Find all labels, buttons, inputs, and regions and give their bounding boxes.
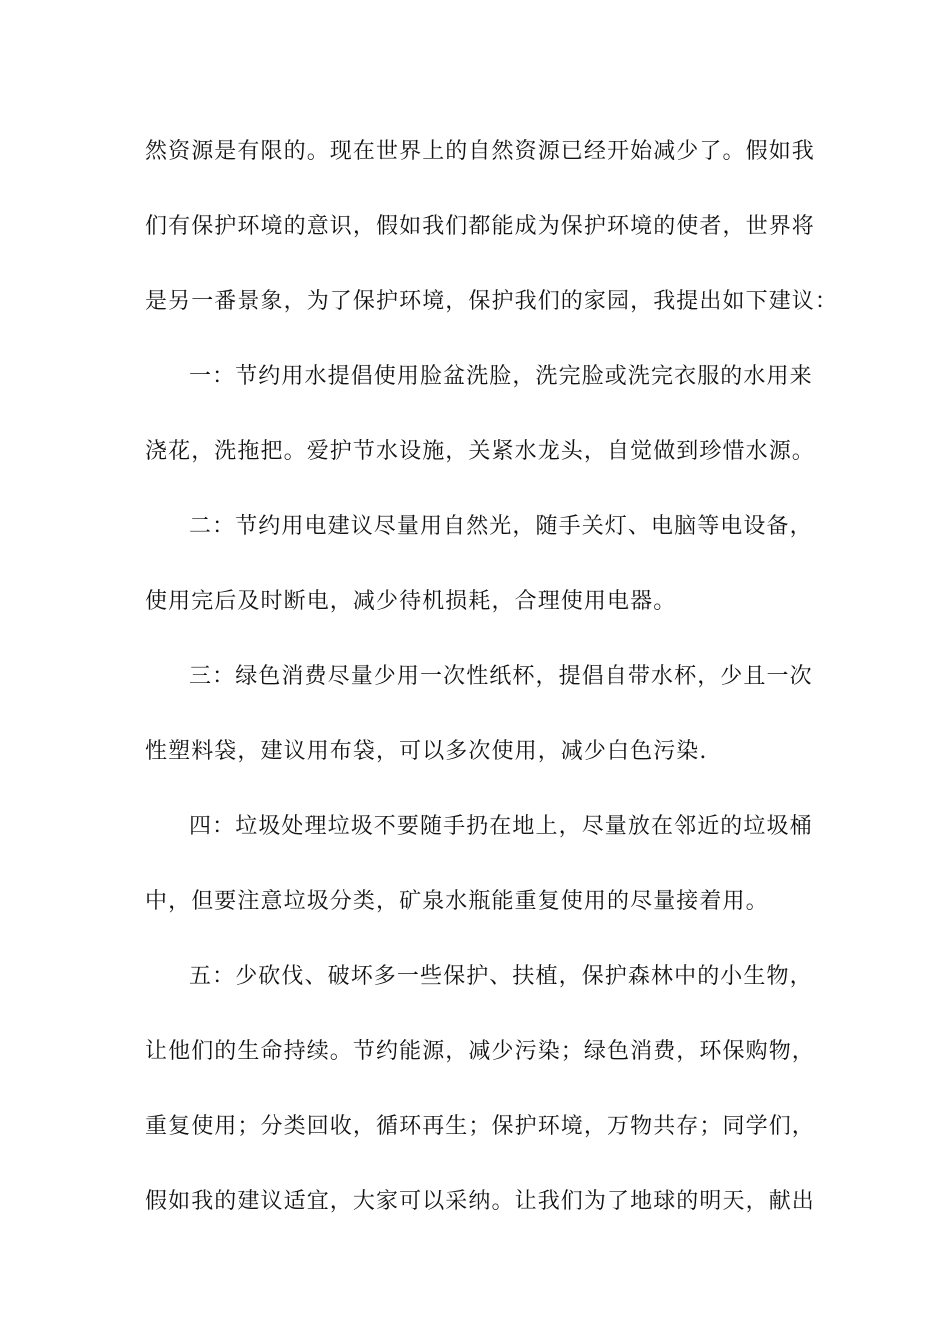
text-line: 使用完后及时断电，减少待机损耗，合理使用电器。 xyxy=(145,589,677,614)
paragraph-1-start: 一：节约用水提倡使用脸盆洗脸，洗完脸或洗完衣服的水用来 xyxy=(189,364,813,389)
text-line: 假如我的建议适宜，大家可以采纳。让我们为了地球的明天，献出 xyxy=(145,1189,815,1214)
paragraph-4-start: 四：垃圾处理垃圾不要随手扔在地上，尽量放在邻近的垃圾桶 xyxy=(189,814,813,839)
paragraph-2-start: 二：节约用电建议尽量用自然光，随手关灯、电脑等电设备， xyxy=(189,514,813,539)
text-line: 然资源是有限的。现在世界上的自然资源已经开始减少了。假如我 xyxy=(145,139,815,164)
text-line: 性塑料袋，建议用布袋，可以多次使用，减少白色污染. xyxy=(145,739,708,764)
paragraph-5-start: 五：少砍伐、破坏多一些保护、扶植，保护森林中的小生物， xyxy=(189,964,813,989)
paragraph-3-start: 三：绿色消费尽量少用一次性纸杯，提倡自带水杯，少且一次 xyxy=(189,664,813,689)
body-text xyxy=(145,129,839,1254)
text-line: 中，但要注意垃圾分类，矿泉水瓶能重复使用的尽量接着用。 xyxy=(145,889,769,914)
text-line: 是另一番景象，为了保护环境，保护我们的家园，我提出如下建议： xyxy=(145,289,839,314)
text-line: 们有保护环境的意识，假如我们都能成为保护环境的使者，世界将 xyxy=(145,214,815,239)
text-line: 让他们的生命持续。节约能源，减少污染；绿色消费，环保购物， xyxy=(145,1039,815,1064)
text-line: 重复使用；分类回收，循环再生；保护环境，万物共存；同学们， xyxy=(145,1114,815,1139)
text-line: 浇花，洗拖把。爱护节水设施，关紧水龙头，自觉做到珍惜水源。 xyxy=(145,439,815,464)
